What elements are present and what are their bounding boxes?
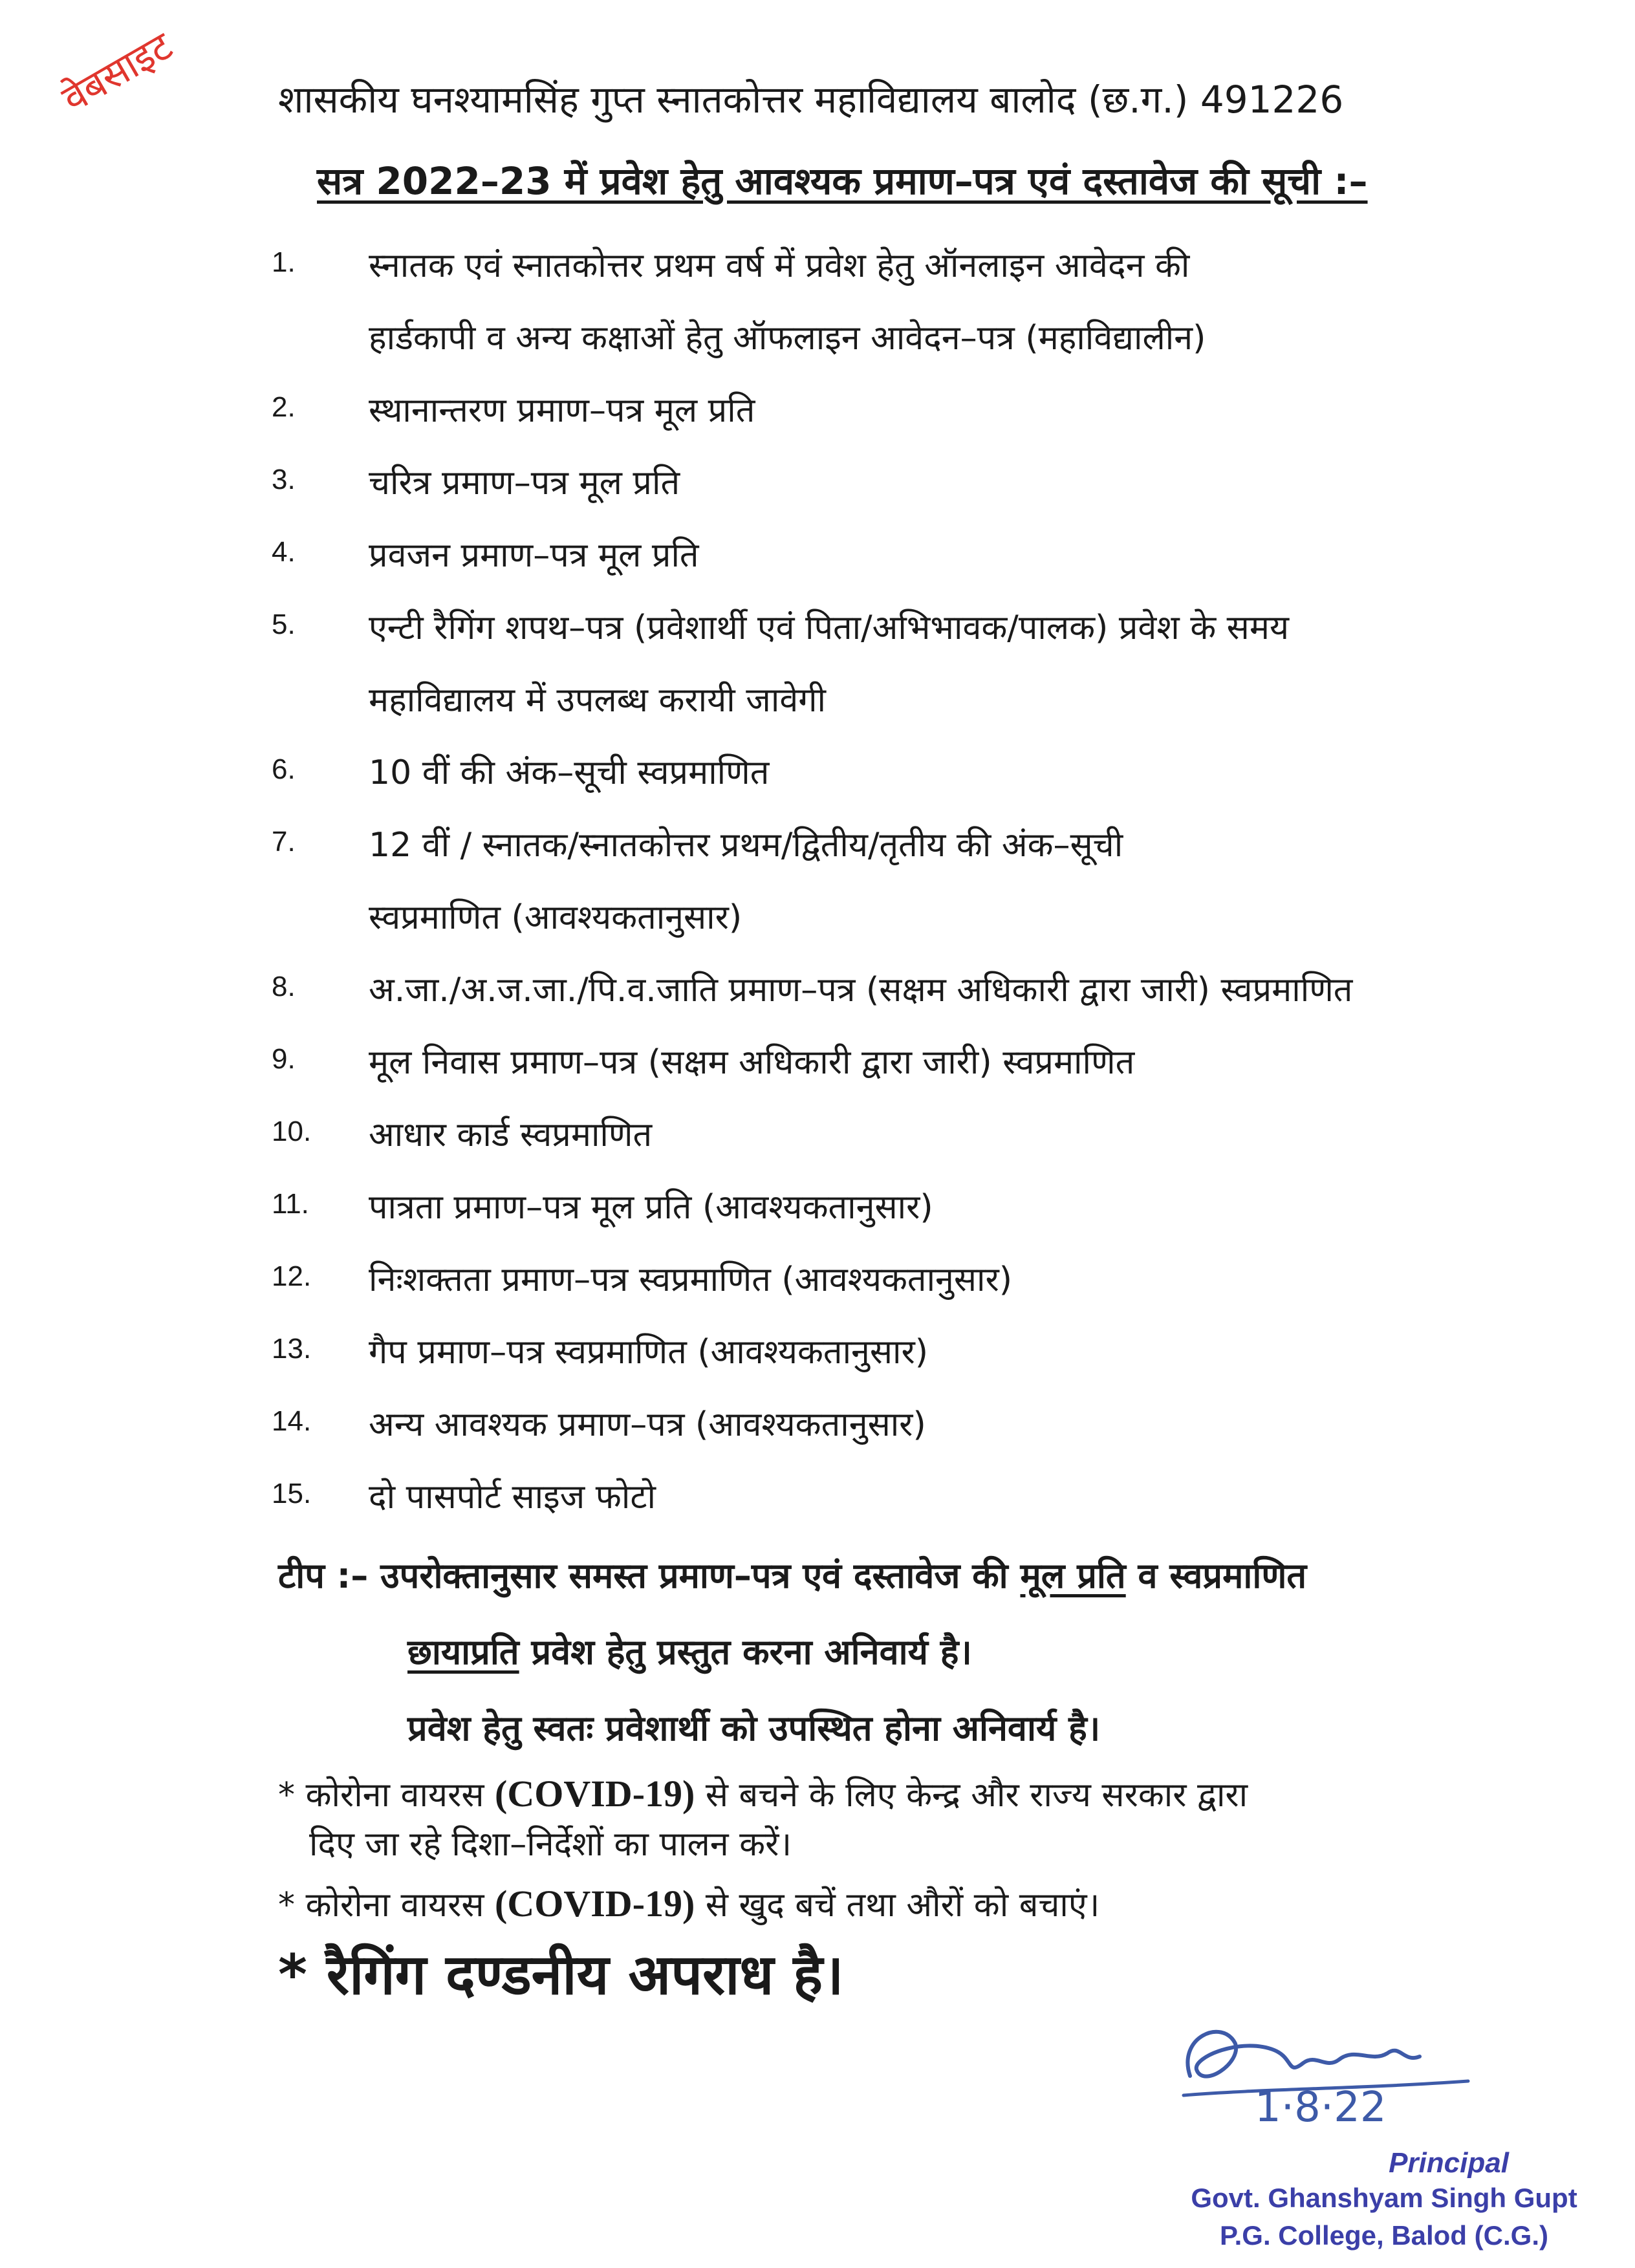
list-item-line: निःशक्तता प्रमाण–पत्र स्वप्रमाणित (आवश्यकतानुसार) bbox=[369, 1260, 1013, 1299]
list-item-line: 10 वीं की अंक–सूची स्वप्रमाणित bbox=[369, 753, 770, 792]
handwritten-side-note: वेबसाइट bbox=[54, 23, 180, 122]
list-item-number: 9. bbox=[272, 1043, 296, 1075]
list-item-text bbox=[369, 809, 1123, 954]
list-item-line: आधार कार्ड स्वप्रमाणित bbox=[369, 1116, 653, 1154]
covid-bold: (COVID-19) bbox=[495, 1773, 695, 1815]
list-item-line: मूल निवास प्रमाण–पत्र (सक्षम अधिकारी द्वारा जारी) स्वप्रमाणित bbox=[369, 1043, 1135, 1082]
list-item-text bbox=[369, 1026, 1134, 1099]
list-item-number: 6. bbox=[272, 753, 296, 785]
list-item-line: पात्रता प्रमाण–पत्र मूल प्रति (आवश्यकतानुसार) bbox=[369, 1188, 933, 1227]
list-item bbox=[272, 1171, 1552, 1244]
list-item-text bbox=[369, 1099, 652, 1171]
note-label: टीप :– bbox=[278, 1555, 369, 1596]
list-item-number: 1. bbox=[272, 246, 296, 278]
ragging-warning: * रैगिंग दण्डनीय अपराध है। bbox=[278, 1943, 844, 2007]
list-item-line: स्थानान्तरण प्रमाण–पत्र मूल प्रति bbox=[369, 391, 755, 430]
list-item-text bbox=[369, 592, 1289, 737]
list-item-line: 12 वीं / स्नातक/स्नातकोत्तर प्रथम/द्वितीय/तृतीय की अंक–सूची bbox=[369, 826, 1123, 865]
list-item-line: स्वप्रमाणित (आवश्यकतानुसार) bbox=[369, 898, 742, 937]
list-item bbox=[272, 374, 1552, 447]
list-item bbox=[272, 1461, 1552, 1533]
list-item-line: गैप प्रमाण–पत्र स्वप्रमाणित (आवश्यकतानुसार) bbox=[369, 1333, 929, 1372]
covid-text: * कोरोना वायरस bbox=[278, 1776, 484, 1815]
list-item-text bbox=[369, 1244, 1012, 1316]
covid-text: से खुद बचें तथा औरों को बचाएं। bbox=[705, 1886, 1100, 1925]
list-item-line: चरित्र प्रमाण–पत्र मूल प्रति bbox=[369, 464, 680, 502]
college-header: शासकीय घनश्यामसिंह गुप्त स्नातकोत्तर महाविद्यालय बालोद (छ.ग.) 491226 bbox=[278, 78, 1344, 122]
covid-text: से बचने के लिए केन्द्र और राज्य सरकार द्वारा bbox=[705, 1776, 1248, 1815]
covid-bold: (COVID-19) bbox=[495, 1883, 695, 1925]
list-item bbox=[272, 1316, 1552, 1388]
list-item-number: 3. bbox=[272, 464, 296, 495]
document-title: सत्र 2022–23 में प्रवेश हेतु आवश्यक प्रमाण–पत्र एवं दस्तावेज की सूची :– bbox=[317, 159, 1368, 203]
list-item-number: 10. bbox=[272, 1116, 312, 1147]
list-item-text bbox=[369, 374, 755, 447]
signature-scribble bbox=[1164, 1998, 1500, 2128]
document-list bbox=[272, 230, 1552, 1533]
list-item-text bbox=[369, 737, 769, 809]
principal-stamp bbox=[1158, 2147, 1610, 2254]
list-item-number: 15. bbox=[272, 1478, 312, 1509]
list-item-number: 13. bbox=[272, 1333, 312, 1365]
list-item bbox=[272, 230, 1552, 374]
list-item-number: 2. bbox=[272, 391, 296, 423]
list-item-line: हार्डकापी व अन्य कक्षाओं हेतु ऑफलाइन आवेदन–पत्र (महाविद्यालीन) bbox=[369, 319, 1206, 358]
covid-section bbox=[278, 1769, 1572, 1930]
list-item-number: 14. bbox=[272, 1405, 312, 1437]
stamp-title: Principal bbox=[1389, 2147, 1509, 2179]
list-item-line: स्नातक एवं स्नातकोत्तर प्रथम वर्ष में प्रवेश हेतु ऑनलाइन आवेदन की bbox=[369, 246, 1190, 285]
covid-line-1-cont: दिए जा रहे दिशा–निर्देशों का पालन करें। bbox=[309, 1825, 792, 1864]
list-item-line: अन्य आवश्यक प्रमाण–पत्र (आवश्यकतानुसार) bbox=[369, 1405, 926, 1444]
list-item bbox=[272, 1388, 1552, 1461]
list-item bbox=[272, 592, 1552, 737]
list-item-line: अ.जा./अ.ज.जा./पि.व.जाति प्रमाण–पत्र (सक्षम अधिकारी द्वारा जारी) स्वप्रमाणित bbox=[369, 971, 1353, 1010]
list-item-text bbox=[369, 230, 1206, 374]
list-item-text bbox=[369, 1316, 928, 1388]
stamp-college: Govt. Ghanshyam Singh Gupt bbox=[1191, 2183, 1577, 2213]
principal-signature bbox=[1164, 1998, 1500, 2128]
list-item bbox=[272, 737, 1552, 809]
covid-text: * कोरोना वायरस bbox=[278, 1886, 484, 1925]
list-item-text bbox=[369, 954, 1352, 1026]
stamp-location: P.G. College, Balod (C.G.) bbox=[1220, 2220, 1548, 2251]
list-item-line: प्रवजन प्रमाण–पत्र मूल प्रति bbox=[369, 536, 699, 575]
list-item bbox=[272, 809, 1552, 954]
list-item-text bbox=[369, 519, 699, 592]
covid-line-1 bbox=[278, 1769, 1572, 1820]
list-item-number: 4. bbox=[272, 536, 296, 568]
list-item bbox=[272, 1026, 1552, 1099]
list-item bbox=[272, 519, 1552, 592]
note-line-3: प्रवेश हेतु स्वतः प्रवेशार्थी को उपस्थित होना अनिवार्य है। bbox=[407, 1708, 1101, 1749]
list-item-number: 8. bbox=[272, 971, 296, 1002]
list-item bbox=[272, 1244, 1552, 1316]
list-item-text bbox=[369, 1171, 933, 1244]
list-item-number: 7. bbox=[272, 826, 296, 858]
list-item-text bbox=[369, 1461, 656, 1533]
note-underlined-original: मूल प्रति bbox=[1020, 1555, 1126, 1596]
list-item-line: महाविद्यालय में उपलब्ध करायी जावेगी bbox=[369, 681, 827, 720]
note-text: उपरोक्तानुसार समस्त प्रमाण–पत्र एवं दस्तावेज की bbox=[380, 1555, 1008, 1596]
list-item bbox=[272, 447, 1552, 519]
list-item bbox=[272, 1099, 1552, 1171]
note-underlined-photocopy: छायाप्रति bbox=[407, 1632, 519, 1672]
list-item-number: 5. bbox=[272, 609, 296, 640]
note-text: प्रवेश हेतु प्रस्तुत करना अनिवार्य है। bbox=[531, 1632, 972, 1672]
note-text: व स्वप्रमाणित bbox=[1138, 1555, 1307, 1596]
note-line-2 bbox=[278, 1614, 1572, 1690]
list-item-line: दो पासपोर्ट साइज फोटो bbox=[369, 1478, 656, 1517]
list-item-number: 11. bbox=[272, 1188, 309, 1220]
signature-date: 1·8·22 bbox=[1255, 2084, 1387, 2128]
list-item-text bbox=[369, 1388, 926, 1461]
covid-line-2 bbox=[278, 1879, 1572, 1930]
list-item-line: एन्टी रैगिंग शपथ–पत्र (प्रवेशार्थी एवं पिता/अभिभावक/पालक) प्रवेश के समय bbox=[369, 609, 1290, 647]
note-section bbox=[278, 1538, 1572, 1767]
list-item bbox=[272, 954, 1552, 1026]
note-line-1 bbox=[278, 1538, 1572, 1614]
list-item-number: 12. bbox=[272, 1260, 312, 1292]
list-item-text bbox=[369, 447, 680, 519]
